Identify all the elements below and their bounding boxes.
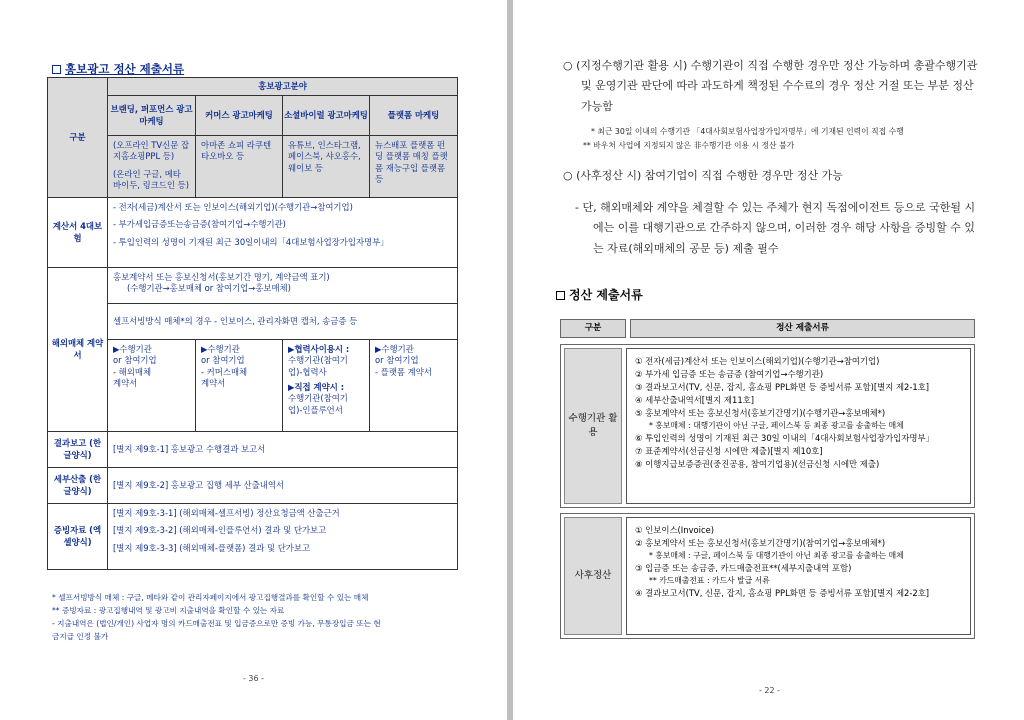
left-note-1: * 셀프서빙방식 매체 : 구글, 메타와 같이 관리자페이지에서 광고집행결과를 확인할 수 있는 매체 (52, 593, 369, 602)
left-note-4: 금지급 인정 불가 (52, 632, 109, 641)
col-desc-platform: 뉴스배포 플랫폼 펀딩 플랫폼 매칭 플랫폼 재능구입 플랫폼 등 (370, 136, 458, 198)
col-desc-branding: (오프라인 TV신문 잡지홈쇼핑PPL 등) (온라인 구글, 메타 바이두, 링크드인 등) (108, 136, 196, 198)
gubun-header: 구분 (48, 78, 108, 198)
left-section-title: 홍보광고 정산 제출서류 (52, 61, 184, 77)
contract-cell-branding: ▶수행기관 or 참여기업 - 해외매체 계약서 (108, 340, 196, 432)
right-header-docs: 정산 제출서류 (630, 319, 975, 338)
left-page (0, 0, 507, 720)
row-contract-line2: 셀프서빙방식 매체*의 경우 - 인보이스, 관리자화면 캡처, 송금증 등 (108, 304, 458, 340)
promo-settlement-table (47, 77, 458, 570)
left-page-number: - 36 - (243, 674, 265, 683)
group-content-agency: ① 전자(세금)계산서 또는 인보이스(해외기업)(수행기관→참여기업) ② 부가세 입금증 또는 송금증 (참여기업→수행기관) ③ 결과보고서(TV, 신문, 잡지, 홈쇼핑 PPL화면 등 증빙서류 포함)[별지 제2-1호] ④ 세부산출내역서[별지 제11호] ⑤ 홍보계약서 또는 홍보신청서(홍보기간명기)(수행기관→홍보매체*) * 홍보매체 : 대행기관이 아닌 구글, 페이스북 등 최종 광고를 송출하는 매체 ⑥ 투입인력의 성명이 기재된 최근 30일 이내의「4대사회보험사업장가입자명부」 ⑦ 표준계약서(선금신청 시에만 제출)[별지 제10호] ⑧ 이행지급보증증권(중진공용, 참여기업용)(선금신청 시에만 제출) (626, 348, 971, 504)
right-footnote-2: ** 바우처 사업에 지정되지 않은 非수행기관 이용 시 정산 불가 (583, 141, 795, 150)
col-header-commerce: 커머스 광고마케팅 (196, 96, 283, 136)
group-label-post: 사후정산 (564, 517, 622, 635)
checkbox-square-icon (52, 65, 61, 74)
col-header-branding: 브랜딩, 퍼포먼스 광고마케팅 (108, 96, 196, 136)
right-para-2: ○ (사후정산 시) 참여기업이 직접 수행한 경우만 정산 가능 (563, 169, 843, 182)
contract-cell-social: ▶협력사이용시 : 수행기관(참여기 업)-협력사 ▶직접 계약시 : 수행기관(참여기 업)-인플루언서 (283, 340, 370, 432)
left-note-2: ** 증빙자료 : 광고집행내역 및 광고비 지출내역을 확인할 수 있는 자료 (52, 606, 285, 615)
col-desc-commerce: 아마존 쇼피 라쿠텐 타오바오 등 (196, 136, 283, 198)
right-footnote-1: * 최근 30일 이내의 수행기관 「4대사회보험사업장가입자명부」에 기재된 인력이 직접 수행 (591, 127, 904, 136)
row-contract-line1: 홍보계약서 또는 홍보신청서(홍보기간 명기, 계약금액 표기) (수행기관→홍보매체 or 참여기업→홍보매체) (108, 268, 458, 304)
right-para-1: ○ (지정수행기관 활용 시) 수행기관이 직접 수행한 경우만 정산 가능하며 총괄수행기관 및 운영기관 판단에 따라 과도하게 책정된 수수료의 경우 정산 거절 또는 부분 정산 가능함 (563, 59, 978, 113)
col-desc-social: 유튜브, 인스타그램, 페이스북, 샤오홍수, 웨이보 등 (283, 136, 370, 198)
row-label-invoice: 계산서 4대보험 (48, 198, 108, 268)
area-header: 홍보광고분야 (108, 78, 458, 96)
right-section-title: 정산 제출서류 (556, 286, 643, 303)
right-table-header (560, 319, 975, 338)
left-note-3: - 지출내역은 (법인/개인) 사업자 명의 카드매출전표 및 입금증으로만 증빙 가능, 무통장입금 또는 현 (52, 619, 381, 628)
contract-cell-commerce: ▶수행기관 or 참여기업 - 커머스매체 계약서 (196, 340, 283, 432)
right-para-3: - 단, 해외매체와 계약을 체결할 수 있는 주체가 현지 독점에이전트 등으로 국한될 시에는 이를 대행기관으로 간주하지 않으며, 이러한 경우 해당 사항을 증빙할 수 있는 자료(해외매체의 공문 등) 제출 필수 (575, 201, 976, 255)
row-content-evidence: [별지 제9호-3-1] (해외매체-셀프서빙) 정산요청금액 산출근거 [별지 제9호-3-2] (해외매체-인플루언서) 결과 및 단가보고 [별지 제9호-3-3] (해외매체-플랫폼) 결과 및 단가보고 (108, 504, 458, 570)
row-label-result: 결과보고 (한글양식) (48, 432, 108, 468)
right-header-gubun: 구분 (560, 319, 626, 338)
checkbox-square-icon (556, 291, 565, 300)
group-content-post: ① 인보이스(Invoice) ② 홍보계약서 또는 홍보신청서(홍보기간명기)(참여기업→홍보매체*) * 홍보매체 : 구글, 페이스북 등 대행기관이 아닌 최종 광고를 송출하는 매체 ③ 입금증 또는 송금증, 카드매출전표**(세부지출내역 포함) ** 카드매출전표 : 카드사 발급 서류 ④ 결과보고서(TV, 신문, 잡지, 홈쇼핑 PPL화면 등 증빙서류 포함)[별지 제2-2호] (626, 517, 971, 635)
col-header-social: 소셜바이럴 광고마케팅 (283, 96, 370, 136)
col-header-platform: 플랫폼 마케팅 (370, 96, 458, 136)
row-label-contract: 해외매체 계약서 (48, 268, 108, 432)
right-page (513, 0, 1024, 720)
row-label-evidence: 증빙자료 (엑셀양식) (48, 504, 108, 570)
row-content-invoice: - 전자(세금)계산서 또는 인보이스(해외기업)(수행기관→참여기업) - 부가세입금증또는송금증(참여기업→수행기관) - 투입인력의 성명이 기재된 최근 30일이내의「4대보험사업장가입자명부」 (108, 198, 458, 268)
group-label-agency: 수행기관 활용 (564, 348, 622, 504)
contract-cell-platform: ▶수행기관 or 참여기업 - 플랫폼 계약서 (370, 340, 458, 432)
right-page-number: - 22 - (759, 686, 781, 695)
row-label-detail: 세부산출 (한글양식) (48, 468, 108, 504)
row-content-detail: [별지 제9호-2] 홍보광고 집행 세부 산출내역서 (108, 468, 458, 504)
row-content-result: [별지 제9호-1] 홍보광고 수행결과 보고서 (108, 432, 458, 468)
